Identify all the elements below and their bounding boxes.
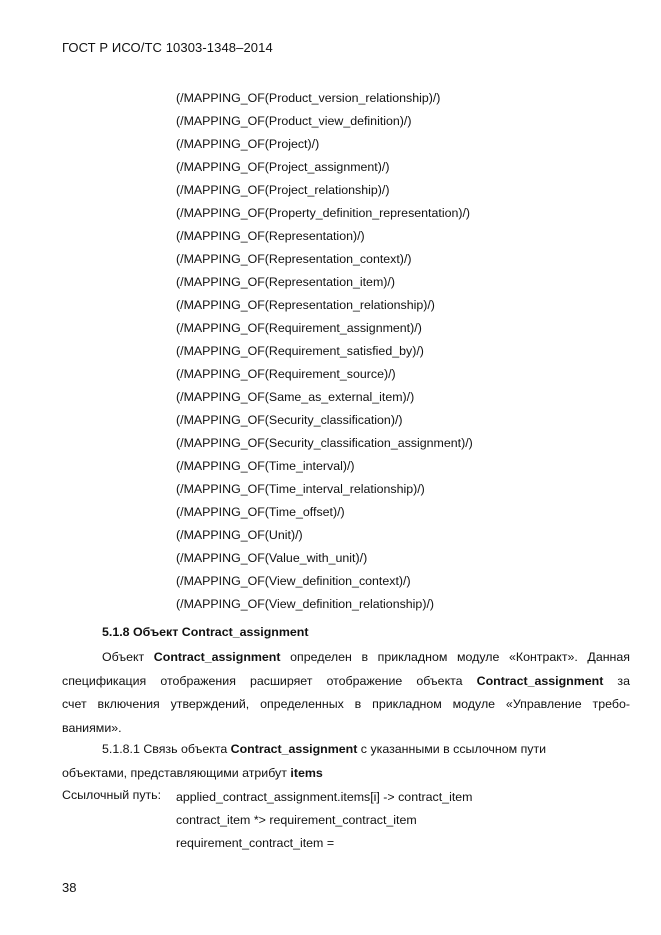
mapping-line: (/MAPPING_OF(View_definition_context)/) <box>176 574 411 588</box>
entity-name: Contract_assignment <box>153 650 281 664</box>
mapping-list <box>176 87 473 616</box>
page-number: 38 <box>62 880 77 895</box>
mapping-line: (/MAPPING_OF(Property_definition_representation)/) <box>176 206 471 220</box>
paragraph-line: ваниями». <box>62 720 122 735</box>
attribute-name: items <box>290 765 323 780</box>
mapping-line: (/MAPPING_OF(Representation_context)/) <box>176 252 412 266</box>
mapping-line: (/MAPPING_OF(Value_with_unit)/) <box>176 551 368 565</box>
text-run: объектами, представляющими атрибут <box>62 765 291 780</box>
reference-path-line: applied_contract_assignment.items[i] -> contract_item <box>176 790 473 804</box>
paragraph-line <box>62 762 630 786</box>
mapping-line: (/MAPPING_OF(Time_offset)/) <box>176 505 345 519</box>
mapping-line: (/MAPPING_OF(Representation)/) <box>176 229 365 243</box>
text-run: за <box>603 673 630 688</box>
section-heading: 5.1.8 Объект Contract_assignment <box>102 625 309 639</box>
paragraph-subsection <box>62 738 630 785</box>
page-header: ГОСТ Р ИСО/ТС 10303-1348–2014 <box>62 40 273 55</box>
reference-path-label: Ссылочный путь: <box>62 788 162 802</box>
mapping-line: (/MAPPING_OF(Time_interval)/) <box>176 459 355 473</box>
text-run: 5.1.8.1 Связь объекта <box>102 742 231 756</box>
mapping-line: (/MAPPING_OF(Representation_relationship)/) <box>176 298 435 312</box>
text-run: Объект <box>102 650 154 664</box>
paragraph-line <box>62 646 630 670</box>
mapping-line: (/MAPPING_OF(Security_classification_assignment)/) <box>176 436 473 450</box>
text-run: определен в прикладном модуле «Контракт». Данная <box>280 650 630 664</box>
mapping-line: (/MAPPING_OF(View_definition_relationship)/) <box>176 597 435 611</box>
text-run: с указанными в ссылочном пути <box>357 742 547 756</box>
mapping-line: (/MAPPING_OF(Same_as_external_item)/) <box>176 390 415 404</box>
mapping-line: (/MAPPING_OF(Requirement_source)/) <box>176 367 396 381</box>
mapping-line: (/MAPPING_OF(Product_view_definition)/) <box>176 114 412 128</box>
mapping-line: (/MAPPING_OF(Security_classification)/) <box>176 413 403 427</box>
reference-path-line: contract_item *> requirement_contract_item <box>176 813 417 827</box>
paragraph-line <box>62 670 630 694</box>
entity-name: Contract_assignment <box>476 673 604 688</box>
reference-path-lines <box>176 786 473 855</box>
paragraph-line: счет включения утверждений, определенных в прикладном модуле «Управление требо- <box>62 697 630 711</box>
mapping-line: (/MAPPING_OF(Requirement_assignment)/) <box>176 321 422 335</box>
reference-path-line: requirement_contract_item = <box>176 836 335 850</box>
mapping-line: (/MAPPING_OF(Project)/) <box>176 137 320 151</box>
mapping-line: (/MAPPING_OF(Representation_item)/) <box>176 275 395 289</box>
paragraph-description <box>62 646 630 740</box>
mapping-line: (/MAPPING_OF(Project_relationship)/) <box>176 183 390 197</box>
mapping-line: (/MAPPING_OF(Unit)/) <box>176 528 303 542</box>
text-run: спецификация отображения расширяет отображение объекта <box>62 673 477 688</box>
mapping-line: (/MAPPING_OF(Requirement_satisfied_by)/) <box>176 344 424 358</box>
mapping-line: (/MAPPING_OF(Project_assignment)/) <box>176 160 390 174</box>
mapping-line: (/MAPPING_OF(Time_interval_relationship)/) <box>176 482 425 496</box>
entity-name: Contract_assignment <box>230 742 358 756</box>
paragraph-line <box>62 738 630 762</box>
mapping-line: (/MAPPING_OF(Product_version_relationship)/) <box>176 91 441 105</box>
